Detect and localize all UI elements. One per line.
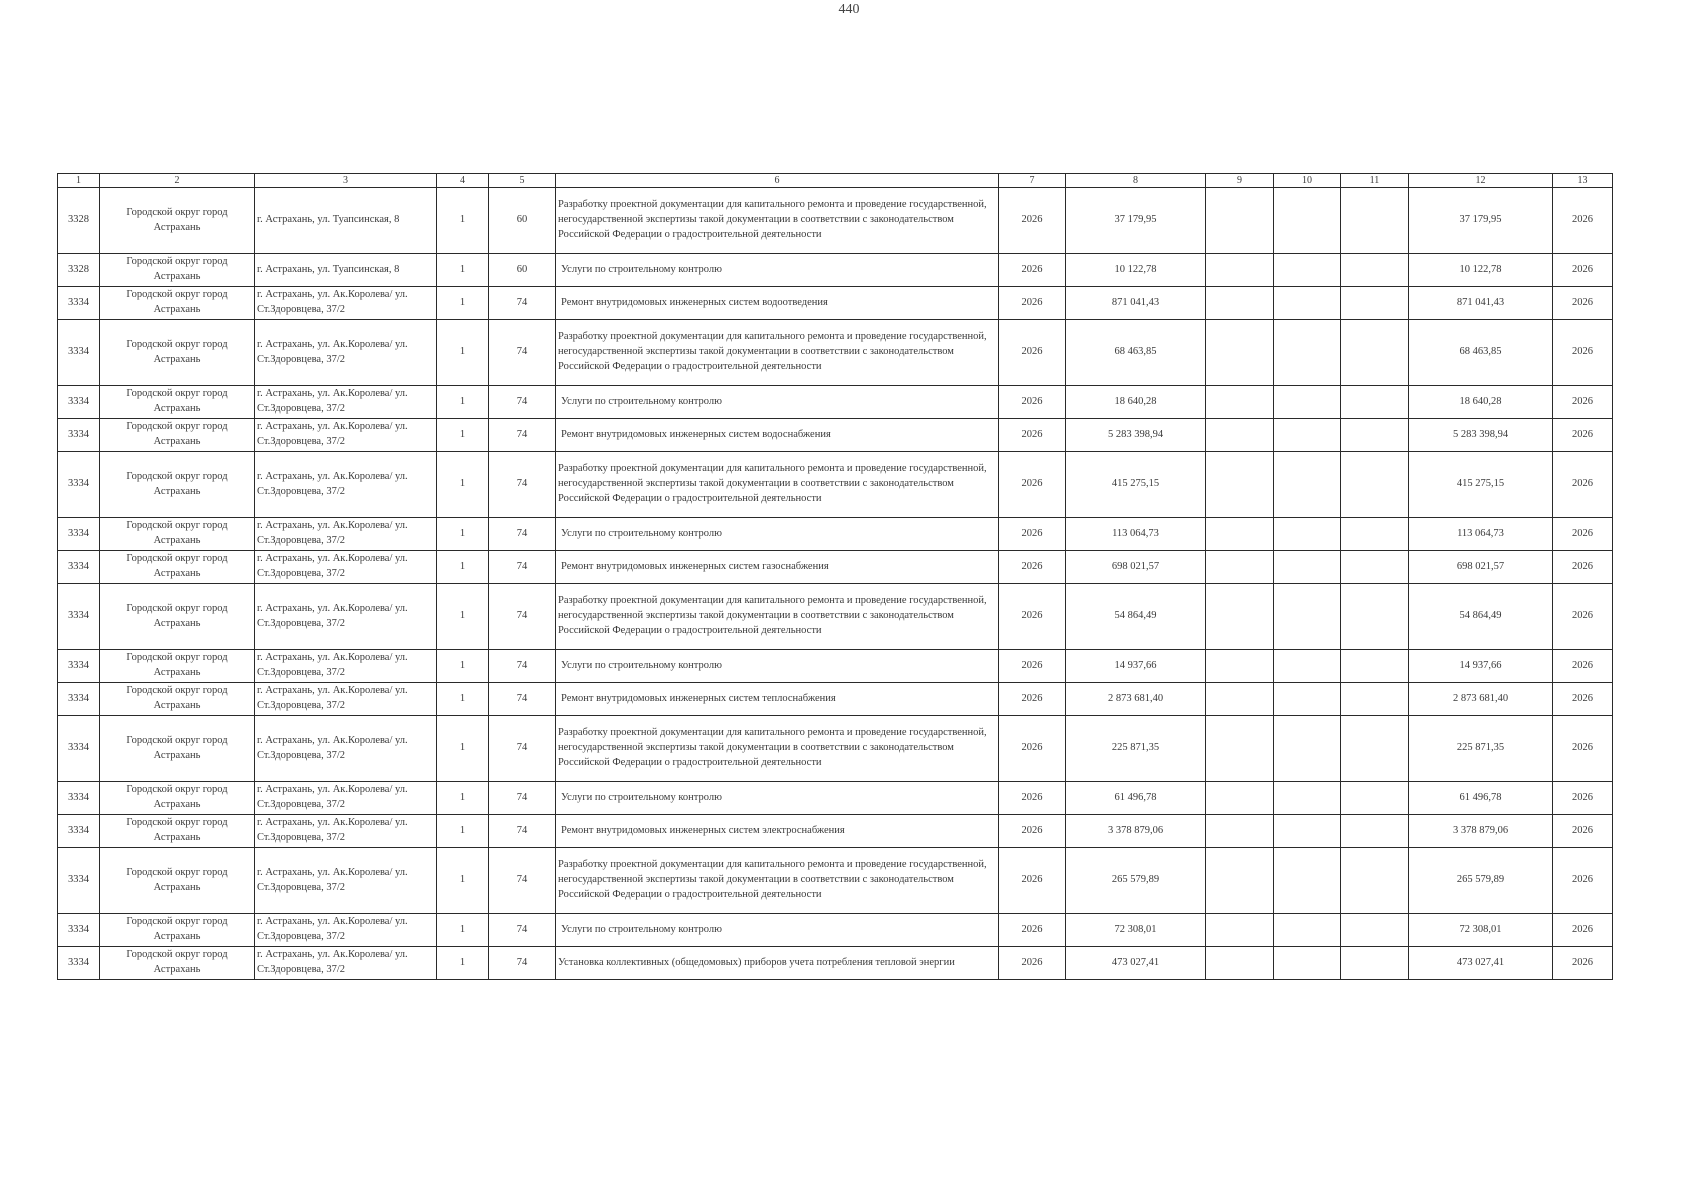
total-cell: 698 021,57: [1409, 551, 1553, 584]
year-cell: 2026: [999, 551, 1066, 584]
cost-cell: 61 496,78: [1066, 782, 1206, 815]
year-cell: 2026: [999, 287, 1066, 320]
total-cell: 3 378 879,06: [1409, 815, 1553, 848]
address-cell: г. Астрахань, ул. Туапсинская, 8: [255, 188, 437, 254]
year-cell: 2026: [999, 683, 1066, 716]
col11-cell: [1341, 320, 1409, 386]
address-cell: г. Астрахань, ул. Ак.Королева/ ул. Ст.Здоровцева, 37/2: [255, 386, 437, 419]
table-row: [58, 716, 1613, 782]
table-row: [58, 914, 1613, 947]
col9-cell: [1206, 848, 1274, 914]
col11-cell: [1341, 188, 1409, 254]
col5-cell: 60: [489, 254, 556, 287]
col11-cell: [1341, 452, 1409, 518]
total-cell: 5 283 398,94: [1409, 419, 1553, 452]
col9-cell: [1206, 320, 1274, 386]
municipality-cell: Городской округ город Астрахань: [100, 947, 255, 980]
work-type-cell: Ремонт внутридомовых инженерных систем газоснабжения: [556, 551, 999, 584]
col9-cell: [1206, 584, 1274, 650]
col9-cell: [1206, 188, 1274, 254]
col11-cell: [1341, 518, 1409, 551]
end-year-cell: 2026: [1553, 518, 1613, 551]
col9-cell: [1206, 254, 1274, 287]
col4-cell: 1: [437, 188, 489, 254]
col5-cell: 74: [489, 683, 556, 716]
col10-cell: [1274, 419, 1341, 452]
cost-cell: 3 378 879,06: [1066, 815, 1206, 848]
col11-cell: [1341, 848, 1409, 914]
municipality-cell: Городской округ город Астрахань: [100, 815, 255, 848]
row-number: 3334: [58, 287, 100, 320]
column-header: 5: [489, 174, 556, 188]
col5-cell: 74: [489, 518, 556, 551]
col10-cell: [1274, 320, 1341, 386]
col11-cell: [1341, 584, 1409, 650]
cost-cell: 415 275,15: [1066, 452, 1206, 518]
year-cell: 2026: [999, 782, 1066, 815]
row-number: 3334: [58, 782, 100, 815]
col11-cell: [1341, 815, 1409, 848]
address-cell: г. Астрахань, ул. Ак.Королева/ ул. Ст.Здоровцева, 37/2: [255, 518, 437, 551]
end-year-cell: 2026: [1553, 848, 1613, 914]
year-cell: 2026: [999, 419, 1066, 452]
col4-cell: 1: [437, 551, 489, 584]
total-cell: 2 873 681,40: [1409, 683, 1553, 716]
work-type-cell: Услуги по строительному контролю: [556, 914, 999, 947]
total-cell: 225 871,35: [1409, 716, 1553, 782]
col9-cell: [1206, 518, 1274, 551]
row-number: 3334: [58, 914, 100, 947]
table-row: [58, 584, 1613, 650]
municipality-cell: Городской округ город Астрахань: [100, 518, 255, 551]
col4-cell: 1: [437, 320, 489, 386]
end-year-cell: 2026: [1553, 452, 1613, 518]
cost-cell: 265 579,89: [1066, 848, 1206, 914]
col4-cell: 1: [437, 716, 489, 782]
row-number: 3334: [58, 551, 100, 584]
col4-cell: 1: [437, 947, 489, 980]
col4-cell: 1: [437, 650, 489, 683]
address-cell: г. Астрахань, ул. Ак.Королева/ ул. Ст.Здоровцева, 37/2: [255, 716, 437, 782]
work-type-cell: Установка коллективных (общедомовых) приборов учета потребления тепловой энергии: [556, 947, 999, 980]
table-row: [58, 848, 1613, 914]
year-cell: 2026: [999, 650, 1066, 683]
table-row: [58, 518, 1613, 551]
total-cell: 37 179,95: [1409, 188, 1553, 254]
col4-cell: 1: [437, 452, 489, 518]
year-cell: 2026: [999, 716, 1066, 782]
col5-cell: 60: [489, 188, 556, 254]
col11-cell: [1341, 551, 1409, 584]
end-year-cell: 2026: [1553, 386, 1613, 419]
year-cell: 2026: [999, 584, 1066, 650]
col5-cell: 74: [489, 386, 556, 419]
municipality-cell: Городской округ город Астрахань: [100, 650, 255, 683]
row-number: 3334: [58, 320, 100, 386]
address-cell: г. Астрахань, ул. Ак.Королева/ ул. Ст.Здоровцева, 37/2: [255, 914, 437, 947]
address-cell: г. Астрахань, ул. Ак.Королева/ ул. Ст.Здоровцева, 37/2: [255, 419, 437, 452]
table-row: [58, 650, 1613, 683]
work-type-cell: Разработку проектной документации для капитального ремонта и проведение государственной, негосударственной экспертизы такой документации в соответствии с законодательством Российской Федерации о градостроительной деятельности: [556, 584, 999, 650]
column-header: 6: [556, 174, 999, 188]
address-cell: г. Астрахань, ул. Ак.Королева/ ул. Ст.Здоровцева, 37/2: [255, 650, 437, 683]
end-year-cell: 2026: [1553, 683, 1613, 716]
col11-cell: [1341, 914, 1409, 947]
row-number: 3334: [58, 716, 100, 782]
address-cell: г. Астрахань, ул. Ак.Королева/ ул. Ст.Здоровцева, 37/2: [255, 452, 437, 518]
column-header: 3: [255, 174, 437, 188]
col10-cell: [1274, 650, 1341, 683]
year-cell: 2026: [999, 452, 1066, 518]
year-cell: 2026: [999, 188, 1066, 254]
year-cell: 2026: [999, 848, 1066, 914]
end-year-cell: 2026: [1553, 716, 1613, 782]
address-cell: г. Астрахань, ул. Ак.Королева/ ул. Ст.Здоровцева, 37/2: [255, 320, 437, 386]
cost-cell: 473 027,41: [1066, 947, 1206, 980]
cost-cell: 225 871,35: [1066, 716, 1206, 782]
column-header: 2: [100, 174, 255, 188]
col10-cell: [1274, 386, 1341, 419]
col4-cell: 1: [437, 683, 489, 716]
col9-cell: [1206, 386, 1274, 419]
address-cell: г. Астрахань, ул. Ак.Королева/ ул. Ст.Здоровцева, 37/2: [255, 287, 437, 320]
row-number: 3334: [58, 683, 100, 716]
col5-cell: 74: [489, 947, 556, 980]
col4-cell: 1: [437, 254, 489, 287]
municipality-cell: Городской округ город Астрахань: [100, 782, 255, 815]
row-number: 3334: [58, 386, 100, 419]
work-type-cell: Услуги по строительному контролю: [556, 650, 999, 683]
row-number: 3334: [58, 452, 100, 518]
col10-cell: [1274, 815, 1341, 848]
municipality-cell: Городской округ город Астрахань: [100, 716, 255, 782]
col4-cell: 1: [437, 419, 489, 452]
end-year-cell: 2026: [1553, 551, 1613, 584]
col10-cell: [1274, 947, 1341, 980]
col5-cell: 74: [489, 419, 556, 452]
end-year-cell: 2026: [1553, 650, 1613, 683]
cost-cell: 698 021,57: [1066, 551, 1206, 584]
col5-cell: 74: [489, 650, 556, 683]
col9-cell: [1206, 914, 1274, 947]
col9-cell: [1206, 419, 1274, 452]
municipality-cell: Городской округ город Астрахань: [100, 551, 255, 584]
cost-cell: 871 041,43: [1066, 287, 1206, 320]
table-row: [58, 551, 1613, 584]
year-cell: 2026: [999, 254, 1066, 287]
table-row: [58, 947, 1613, 980]
col11-cell: [1341, 650, 1409, 683]
row-number: 3334: [58, 848, 100, 914]
col10-cell: [1274, 914, 1341, 947]
year-cell: 2026: [999, 386, 1066, 419]
year-cell: 2026: [999, 815, 1066, 848]
column-header: 11: [1341, 174, 1409, 188]
total-cell: 415 275,15: [1409, 452, 1553, 518]
municipality-cell: Городской округ город Астрахань: [100, 320, 255, 386]
col5-cell: 74: [489, 584, 556, 650]
municipality-cell: Городской округ город Астрахань: [100, 386, 255, 419]
total-cell: 14 937,66: [1409, 650, 1553, 683]
col11-cell: [1341, 782, 1409, 815]
col11-cell: [1341, 254, 1409, 287]
end-year-cell: 2026: [1553, 815, 1613, 848]
total-cell: 18 640,28: [1409, 386, 1553, 419]
work-type-cell: Разработку проектной документации для капитального ремонта и проведение государственной, негосударственной экспертизы такой документации в соответствии с законодательством Российской Федерации о градостроительной деятельности: [556, 452, 999, 518]
col5-cell: 74: [489, 452, 556, 518]
address-cell: г. Астрахань, ул. Ак.Королева/ ул. Ст.Здоровцева, 37/2: [255, 782, 437, 815]
column-number-header-row: [58, 174, 1613, 188]
table-row: [58, 452, 1613, 518]
row-number: 3328: [58, 254, 100, 287]
total-cell: 68 463,85: [1409, 320, 1553, 386]
municipality-cell: Городской округ город Астрахань: [100, 452, 255, 518]
table-row: [58, 782, 1613, 815]
work-type-cell: Ремонт внутридомовых инженерных систем теплоснабжения: [556, 683, 999, 716]
col10-cell: [1274, 551, 1341, 584]
total-cell: 54 864,49: [1409, 584, 1553, 650]
col5-cell: 74: [489, 848, 556, 914]
table-row: [58, 188, 1613, 254]
total-cell: 113 064,73: [1409, 518, 1553, 551]
column-header: 10: [1274, 174, 1341, 188]
col9-cell: [1206, 287, 1274, 320]
page-number: 440: [838, 2, 860, 17]
cost-cell: 54 864,49: [1066, 584, 1206, 650]
column-header: 8: [1066, 174, 1206, 188]
column-header: 13: [1553, 174, 1613, 188]
col9-cell: [1206, 815, 1274, 848]
municipality-cell: Городской округ город Астрахань: [100, 848, 255, 914]
col5-cell: 74: [489, 914, 556, 947]
col9-cell: [1206, 716, 1274, 782]
address-cell: г. Астрахань, ул. Ак.Королева/ ул. Ст.Здоровцева, 37/2: [255, 848, 437, 914]
cost-cell: 10 122,78: [1066, 254, 1206, 287]
col10-cell: [1274, 716, 1341, 782]
col9-cell: [1206, 683, 1274, 716]
total-cell: 871 041,43: [1409, 287, 1553, 320]
total-cell: 10 122,78: [1409, 254, 1553, 287]
cost-cell: 72 308,01: [1066, 914, 1206, 947]
end-year-cell: 2026: [1553, 782, 1613, 815]
table-row: [58, 815, 1613, 848]
col10-cell: [1274, 188, 1341, 254]
work-type-cell: Разработку проектной документации для капитального ремонта и проведение государственной, негосударственной экспертизы такой документации в соответствии с законодательством Российской Федерации о градостроительной деятельности: [556, 320, 999, 386]
col10-cell: [1274, 287, 1341, 320]
col9-cell: [1206, 782, 1274, 815]
work-type-cell: Ремонт внутридомовых инженерных систем водоснабжения: [556, 419, 999, 452]
col4-cell: 1: [437, 386, 489, 419]
cost-cell: 5 283 398,94: [1066, 419, 1206, 452]
table-row: [58, 254, 1613, 287]
municipality-cell: Городской округ город Астрахань: [100, 287, 255, 320]
address-cell: г. Астрахань, ул. Ак.Королева/ ул. Ст.Здоровцева, 37/2: [255, 947, 437, 980]
col4-cell: 1: [437, 914, 489, 947]
col5-cell: 74: [489, 782, 556, 815]
end-year-cell: 2026: [1553, 287, 1613, 320]
year-cell: 2026: [999, 947, 1066, 980]
end-year-cell: 2026: [1553, 947, 1613, 980]
municipality-cell: Городской округ город Астрахань: [100, 254, 255, 287]
col9-cell: [1206, 650, 1274, 683]
work-type-cell: Услуги по строительному контролю: [556, 386, 999, 419]
end-year-cell: 2026: [1553, 584, 1613, 650]
municipality-cell: Городской округ город Астрахань: [100, 188, 255, 254]
end-year-cell: 2026: [1553, 914, 1613, 947]
col4-cell: 1: [437, 584, 489, 650]
col10-cell: [1274, 452, 1341, 518]
col10-cell: [1274, 518, 1341, 551]
work-type-cell: Услуги по строительному контролю: [556, 518, 999, 551]
col4-cell: 1: [437, 287, 489, 320]
cost-cell: 2 873 681,40: [1066, 683, 1206, 716]
col9-cell: [1206, 947, 1274, 980]
row-number: 3334: [58, 419, 100, 452]
municipality-cell: Городской округ город Астрахань: [100, 914, 255, 947]
work-type-cell: Услуги по строительному контролю: [556, 254, 999, 287]
col9-cell: [1206, 551, 1274, 584]
col4-cell: 1: [437, 782, 489, 815]
table-row: [58, 683, 1613, 716]
work-type-cell: Разработку проектной документации для капитального ремонта и проведение государственной, негосударственной экспертизы такой документации в соответствии с законодательством Российской Федерации о градостроительной деятельности: [556, 716, 999, 782]
address-cell: г. Астрахань, ул. Туапсинская, 8: [255, 254, 437, 287]
year-cell: 2026: [999, 914, 1066, 947]
address-cell: г. Астрахань, ул. Ак.Королева/ ул. Ст.Здоровцева, 37/2: [255, 551, 437, 584]
col10-cell: [1274, 683, 1341, 716]
column-header: 4: [437, 174, 489, 188]
row-number: 3328: [58, 188, 100, 254]
col10-cell: [1274, 254, 1341, 287]
column-header: 7: [999, 174, 1066, 188]
col9-cell: [1206, 452, 1274, 518]
col11-cell: [1341, 287, 1409, 320]
col5-cell: 74: [489, 551, 556, 584]
work-type-cell: Услуги по строительному контролю: [556, 782, 999, 815]
municipality-cell: Городской округ город Астрахань: [100, 419, 255, 452]
column-header: 12: [1409, 174, 1553, 188]
col5-cell: 74: [489, 287, 556, 320]
end-year-cell: 2026: [1553, 320, 1613, 386]
total-cell: 473 027,41: [1409, 947, 1553, 980]
row-number: 3334: [58, 650, 100, 683]
column-header: 1: [58, 174, 100, 188]
col11-cell: [1341, 419, 1409, 452]
row-number: 3334: [58, 584, 100, 650]
municipality-cell: Городской округ город Астрахань: [100, 584, 255, 650]
address-cell: г. Астрахань, ул. Ак.Королева/ ул. Ст.Здоровцева, 37/2: [255, 683, 437, 716]
year-cell: 2026: [999, 320, 1066, 386]
end-year-cell: 2026: [1553, 254, 1613, 287]
address-cell: г. Астрахань, ул. Ак.Королева/ ул. Ст.Здоровцева, 37/2: [255, 584, 437, 650]
table-row: [58, 287, 1613, 320]
table-row: [58, 419, 1613, 452]
work-type-cell: Ремонт внутридомовых инженерных систем водоотведения: [556, 287, 999, 320]
row-number: 3334: [58, 815, 100, 848]
work-type-cell: Ремонт внутридомовых инженерных систем электроснабжения: [556, 815, 999, 848]
col11-cell: [1341, 716, 1409, 782]
end-year-cell: 2026: [1553, 419, 1613, 452]
row-number: 3334: [58, 518, 100, 551]
col5-cell: 74: [489, 320, 556, 386]
table-row: [58, 386, 1613, 419]
cost-cell: 113 064,73: [1066, 518, 1206, 551]
table-row: [58, 320, 1613, 386]
work-type-cell: Разработку проектной документации для капитального ремонта и проведение государственной, негосударственной экспертизы такой документации в соответствии с законодательством Российской Федерации о градостроительной деятельности: [556, 188, 999, 254]
total-cell: 265 579,89: [1409, 848, 1553, 914]
col11-cell: [1341, 947, 1409, 980]
column-header: 9: [1206, 174, 1274, 188]
col5-cell: 74: [489, 815, 556, 848]
col10-cell: [1274, 848, 1341, 914]
col4-cell: 1: [437, 518, 489, 551]
col11-cell: [1341, 683, 1409, 716]
col11-cell: [1341, 386, 1409, 419]
row-number: 3334: [58, 947, 100, 980]
cost-cell: 14 937,66: [1066, 650, 1206, 683]
municipality-cell: Городской округ город Астрахань: [100, 683, 255, 716]
total-cell: 72 308,01: [1409, 914, 1553, 947]
col10-cell: [1274, 584, 1341, 650]
address-cell: г. Астрахань, ул. Ак.Королева/ ул. Ст.Здоровцева, 37/2: [255, 815, 437, 848]
work-type-cell: Разработку проектной документации для капитального ремонта и проведение государственной, негосударственной экспертизы такой документации в соответствии с законодательством Российской Федерации о градостроительной деятельности: [556, 848, 999, 914]
cost-cell: 68 463,85: [1066, 320, 1206, 386]
col5-cell: 74: [489, 716, 556, 782]
total-cell: 61 496,78: [1409, 782, 1553, 815]
col4-cell: 1: [437, 815, 489, 848]
col4-cell: 1: [437, 848, 489, 914]
col10-cell: [1274, 782, 1341, 815]
capital-repair-table: [57, 173, 1613, 980]
end-year-cell: 2026: [1553, 188, 1613, 254]
cost-cell: 37 179,95: [1066, 188, 1206, 254]
cost-cell: 18 640,28: [1066, 386, 1206, 419]
year-cell: 2026: [999, 518, 1066, 551]
